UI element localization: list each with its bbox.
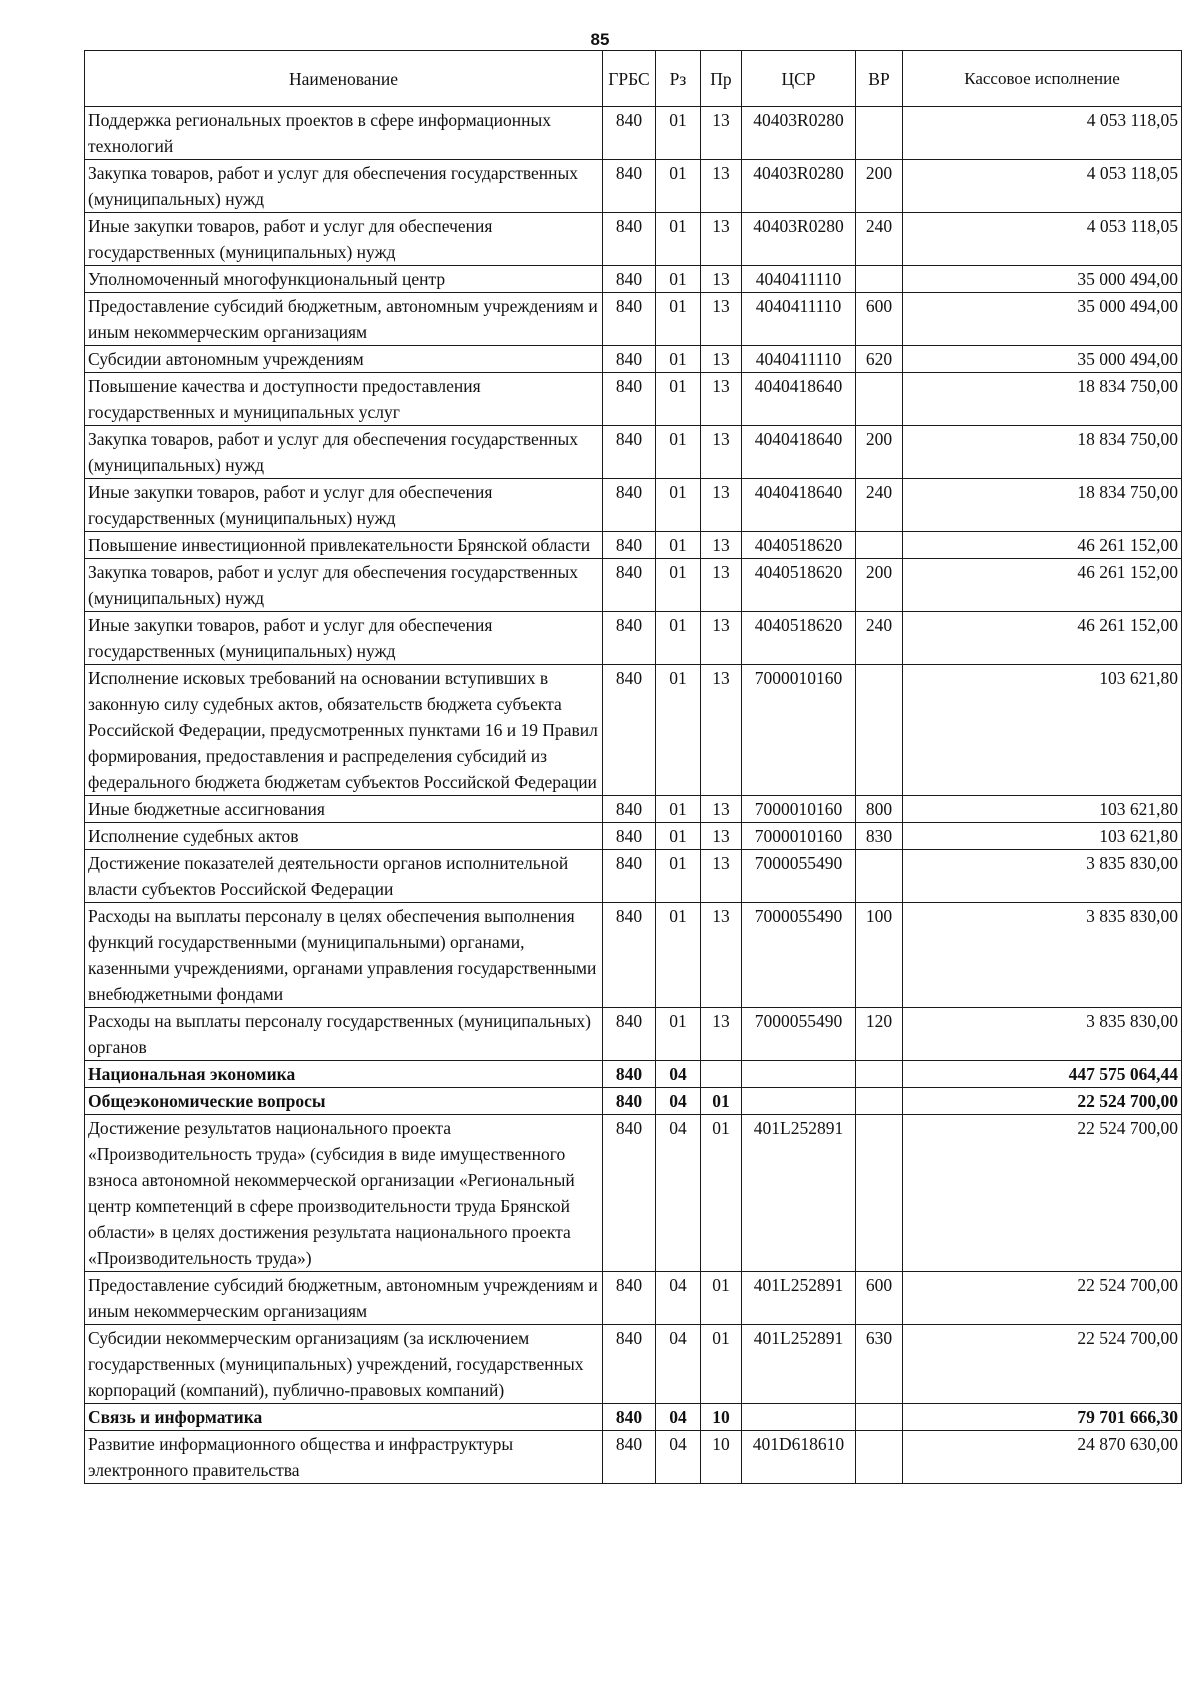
row-name: Закупка товаров, работ и услуг для обеспечения государственных (муниципальных) нужд (85, 426, 603, 479)
table-row (85, 612, 1182, 665)
row-csr: 4040518620 (742, 559, 856, 612)
row-csr (742, 1404, 856, 1431)
table-row (85, 823, 1182, 850)
row-csr: 4040418640 (742, 426, 856, 479)
row-vr (856, 107, 903, 160)
row-rz: 01 (656, 612, 701, 665)
row-csr: 4040418640 (742, 479, 856, 532)
row-vr: 600 (856, 1272, 903, 1325)
row-grbs: 840 (603, 1272, 656, 1325)
row-pr: 13 (701, 346, 742, 373)
row-rz: 01 (656, 903, 701, 1008)
row-vr: 630 (856, 1325, 903, 1404)
row-rz: 01 (656, 160, 701, 213)
row-csr: 7000055490 (742, 1008, 856, 1061)
row-grbs: 840 (603, 1008, 656, 1061)
row-name: Закупка товаров, работ и услуг для обеспечения государственных (муниципальных) нужд (85, 160, 603, 213)
row-vr (856, 1115, 903, 1272)
row-vr: 240 (856, 213, 903, 266)
row-pr: 13 (701, 160, 742, 213)
row-grbs: 840 (603, 1088, 656, 1115)
table-row (85, 1272, 1182, 1325)
row-pr: 10 (701, 1404, 742, 1431)
row-sum: 46 261 152,00 (903, 532, 1182, 559)
row-pr: 13 (701, 850, 742, 903)
row-name: Общеэкономические вопросы (85, 1088, 603, 1115)
table-row (85, 796, 1182, 823)
row-grbs: 840 (603, 796, 656, 823)
row-csr: 7000010160 (742, 796, 856, 823)
row-vr (856, 532, 903, 559)
table-row (85, 1431, 1182, 1484)
row-vr (856, 1404, 903, 1431)
row-grbs: 840 (603, 850, 656, 903)
row-rz: 04 (656, 1325, 701, 1404)
row-grbs: 840 (603, 532, 656, 559)
row-vr: 200 (856, 559, 903, 612)
row-name: Развитие информационного общества и инфраструктуры электронного правительства (85, 1431, 603, 1484)
row-csr (742, 1088, 856, 1115)
row-pr: 13 (701, 1008, 742, 1061)
row-rz: 04 (656, 1115, 701, 1272)
row-csr: 4040418640 (742, 373, 856, 426)
table-row (85, 1008, 1182, 1061)
row-name: Расходы на выплаты персоналу государственных (муниципальных) органов (85, 1008, 603, 1061)
row-csr: 4040411110 (742, 346, 856, 373)
table-row (85, 107, 1182, 160)
header-rz: Рз (656, 51, 701, 107)
row-pr: 01 (701, 1088, 742, 1115)
row-name: Повышение инвестиционной привлекательности Брянской области (85, 532, 603, 559)
row-pr: 10 (701, 1431, 742, 1484)
row-grbs: 840 (603, 1061, 656, 1088)
row-grbs: 840 (603, 266, 656, 293)
row-rz: 01 (656, 479, 701, 532)
row-vr (856, 266, 903, 293)
row-csr (742, 1061, 856, 1088)
row-name: Закупка товаров, работ и услуг для обеспечения государственных (муниципальных) нужд (85, 559, 603, 612)
row-rz: 01 (656, 426, 701, 479)
row-sum: 79 701 666,30 (903, 1404, 1182, 1431)
row-name: Достижение результатов национального проекта «Производительность труда» (субсидия в виде имущественного взноса автономной некоммерческой организации «Региональный центр компетенций в сфере производительности труда Брянской области» в целях достижения результата национального проекта «Производительность труда») (85, 1115, 603, 1272)
row-grbs: 840 (603, 823, 656, 850)
row-csr: 40403R0280 (742, 107, 856, 160)
row-rz: 01 (656, 850, 701, 903)
row-name: Иные закупки товаров, работ и услуг для обеспечения государственных (муниципальных) нужд (85, 479, 603, 532)
row-grbs: 840 (603, 346, 656, 373)
row-pr: 13 (701, 266, 742, 293)
row-pr: 13 (701, 823, 742, 850)
row-rz: 01 (656, 532, 701, 559)
row-sum: 103 621,80 (903, 796, 1182, 823)
row-sum: 24 870 630,00 (903, 1431, 1182, 1484)
row-grbs: 840 (603, 1325, 656, 1404)
table-row (85, 1325, 1182, 1404)
row-vr: 620 (856, 346, 903, 373)
table-row (85, 532, 1182, 559)
row-name: Национальная экономика (85, 1061, 603, 1088)
row-grbs: 840 (603, 1404, 656, 1431)
header-vr: ВР (856, 51, 903, 107)
row-rz: 01 (656, 665, 701, 796)
row-sum: 22 524 700,00 (903, 1088, 1182, 1115)
table-row (85, 266, 1182, 293)
row-csr: 40403R0280 (742, 213, 856, 266)
header-csr: ЦСР (742, 51, 856, 107)
row-grbs: 840 (603, 293, 656, 346)
page-number: 85 (590, 30, 610, 49)
row-rz: 01 (656, 107, 701, 160)
row-pr: 13 (701, 532, 742, 559)
table-row (85, 373, 1182, 426)
row-rz: 01 (656, 796, 701, 823)
row-csr: 4040518620 (742, 612, 856, 665)
row-sum: 22 524 700,00 (903, 1325, 1182, 1404)
row-grbs: 840 (603, 559, 656, 612)
row-vr: 120 (856, 1008, 903, 1061)
row-name: Иные закупки товаров, работ и услуг для обеспечения государственных (муниципальных) нужд (85, 213, 603, 266)
row-pr: 13 (701, 373, 742, 426)
row-rz: 01 (656, 373, 701, 426)
row-csr: 401D618610 (742, 1431, 856, 1484)
row-pr: 01 (701, 1115, 742, 1272)
row-pr: 13 (701, 796, 742, 823)
row-vr (856, 1088, 903, 1115)
row-rz: 01 (656, 293, 701, 346)
row-csr: 401L252891 (742, 1325, 856, 1404)
row-sum: 22 524 700,00 (903, 1115, 1182, 1272)
row-vr: 200 (856, 160, 903, 213)
table-row (85, 903, 1182, 1008)
row-sum: 22 524 700,00 (903, 1272, 1182, 1325)
row-rz: 01 (656, 213, 701, 266)
row-pr (701, 1061, 742, 1088)
row-csr: 4040518620 (742, 532, 856, 559)
row-vr: 830 (856, 823, 903, 850)
row-name: Иные закупки товаров, работ и услуг для обеспечения государственных (муниципальных) нужд (85, 612, 603, 665)
row-grbs: 840 (603, 1431, 656, 1484)
row-pr: 13 (701, 426, 742, 479)
row-name: Иные бюджетные ассигнования (85, 796, 603, 823)
row-csr: 401L252891 (742, 1115, 856, 1272)
row-name: Поддержка региональных проектов в сфере информационных технологий (85, 107, 603, 160)
row-pr: 13 (701, 665, 742, 796)
row-sum: 103 621,80 (903, 665, 1182, 796)
row-vr (856, 1431, 903, 1484)
table-row (85, 426, 1182, 479)
table-header-row (85, 51, 1182, 107)
row-name: Расходы на выплаты персоналу в целях обеспечения выполнения функций государственными (муниципальными) органами, казенными учреждениями, органами управления государственными внебюджетными фондами (85, 903, 603, 1008)
row-sum: 35 000 494,00 (903, 266, 1182, 293)
row-vr (856, 373, 903, 426)
row-rz: 01 (656, 266, 701, 293)
table-row (85, 1404, 1182, 1431)
row-rz: 01 (656, 346, 701, 373)
row-csr: 4040411110 (742, 293, 856, 346)
row-name: Исполнение исковых требований на основании вступивших в законную силу судебных актов, обязательств бюджета субъекта Российской Федерации, предусмотренных пунктами 16 и 19 Правил формирования, предоставления и распределения субсидий из федерального бюджета бюджетам субъектов Российской Федерации (85, 665, 603, 796)
row-rz: 04 (656, 1272, 701, 1325)
row-grbs: 840 (603, 479, 656, 532)
table-row (85, 346, 1182, 373)
budget-table (84, 50, 1182, 1484)
row-csr: 7000010160 (742, 823, 856, 850)
row-name: Предоставление субсидий бюджетным, автономным учреждениям и иным некоммерческим организациям (85, 1272, 603, 1325)
row-grbs: 840 (603, 426, 656, 479)
row-vr: 240 (856, 479, 903, 532)
row-rz: 01 (656, 823, 701, 850)
table-row (85, 293, 1182, 346)
row-sum: 18 834 750,00 (903, 479, 1182, 532)
header-sum: Кассовое исполнение (903, 51, 1182, 107)
row-pr: 13 (701, 559, 742, 612)
table-row (85, 665, 1182, 796)
row-vr (856, 850, 903, 903)
row-csr: 40403R0280 (742, 160, 856, 213)
row-vr: 800 (856, 796, 903, 823)
row-grbs: 840 (603, 612, 656, 665)
row-vr: 600 (856, 293, 903, 346)
row-name: Повышение качества и доступности предоставления государственных и муниципальных услуг (85, 373, 603, 426)
row-grbs: 840 (603, 1115, 656, 1272)
row-sum: 4 053 118,05 (903, 160, 1182, 213)
row-sum: 18 834 750,00 (903, 373, 1182, 426)
header-name: Наименование (85, 51, 603, 107)
table-row (85, 559, 1182, 612)
row-sum: 103 621,80 (903, 823, 1182, 850)
row-name: Уполномоченный многофункциональный центр (85, 266, 603, 293)
row-csr: 401L252891 (742, 1272, 856, 1325)
row-pr: 13 (701, 479, 742, 532)
row-sum: 3 835 830,00 (903, 1008, 1182, 1061)
row-grbs: 840 (603, 373, 656, 426)
row-grbs: 840 (603, 903, 656, 1008)
row-vr: 100 (856, 903, 903, 1008)
row-grbs: 840 (603, 213, 656, 266)
row-sum: 35 000 494,00 (903, 346, 1182, 373)
row-name: Исполнение судебных актов (85, 823, 603, 850)
row-rz: 04 (656, 1061, 701, 1088)
row-rz: 04 (656, 1088, 701, 1115)
row-csr: 7000010160 (742, 665, 856, 796)
row-rz: 04 (656, 1431, 701, 1484)
row-pr: 13 (701, 107, 742, 160)
table-row (85, 160, 1182, 213)
row-name: Предоставление субсидий бюджетным, автономным учреждениям и иным некоммерческим организациям (85, 293, 603, 346)
row-csr: 7000055490 (742, 850, 856, 903)
table-row (85, 479, 1182, 532)
row-pr: 01 (701, 1325, 742, 1404)
header-grbs: ГРБС (603, 51, 656, 107)
row-sum: 4 053 118,05 (903, 107, 1182, 160)
row-grbs: 840 (603, 160, 656, 213)
row-vr (856, 665, 903, 796)
row-grbs: 840 (603, 107, 656, 160)
row-sum: 447 575 064,44 (903, 1061, 1182, 1088)
table-row (85, 1061, 1182, 1088)
row-sum: 46 261 152,00 (903, 559, 1182, 612)
table-row (85, 213, 1182, 266)
row-vr: 240 (856, 612, 903, 665)
row-pr: 01 (701, 1272, 742, 1325)
table-row (85, 850, 1182, 903)
row-name: Связь и информатика (85, 1404, 603, 1431)
row-grbs: 840 (603, 665, 656, 796)
row-vr (856, 1061, 903, 1088)
row-sum: 4 053 118,05 (903, 213, 1182, 266)
row-pr: 13 (701, 612, 742, 665)
row-rz: 01 (656, 1008, 701, 1061)
row-rz: 01 (656, 559, 701, 612)
row-sum: 3 835 830,00 (903, 850, 1182, 903)
row-sum: 46 261 152,00 (903, 612, 1182, 665)
row-name: Достижение показателей деятельности органов исполнительной власти субъектов Российской Федерации (85, 850, 603, 903)
row-csr: 7000055490 (742, 903, 856, 1008)
row-name: Субсидии некоммерческим организациям (за исключением государственных (муниципальных) учреждений, государственных корпораций (компаний), публично-правовых компаний) (85, 1325, 603, 1404)
row-pr: 13 (701, 293, 742, 346)
row-sum: 3 835 830,00 (903, 903, 1182, 1008)
table-row (85, 1115, 1182, 1272)
row-sum: 18 834 750,00 (903, 426, 1182, 479)
row-pr: 13 (701, 903, 742, 1008)
table-row (85, 1088, 1182, 1115)
row-csr: 4040411110 (742, 266, 856, 293)
row-name: Субсидии автономным учреждениям (85, 346, 603, 373)
row-vr: 200 (856, 426, 903, 479)
row-rz: 04 (656, 1404, 701, 1431)
row-sum: 35 000 494,00 (903, 293, 1182, 346)
header-pr: Пр (701, 51, 742, 107)
row-pr: 13 (701, 213, 742, 266)
